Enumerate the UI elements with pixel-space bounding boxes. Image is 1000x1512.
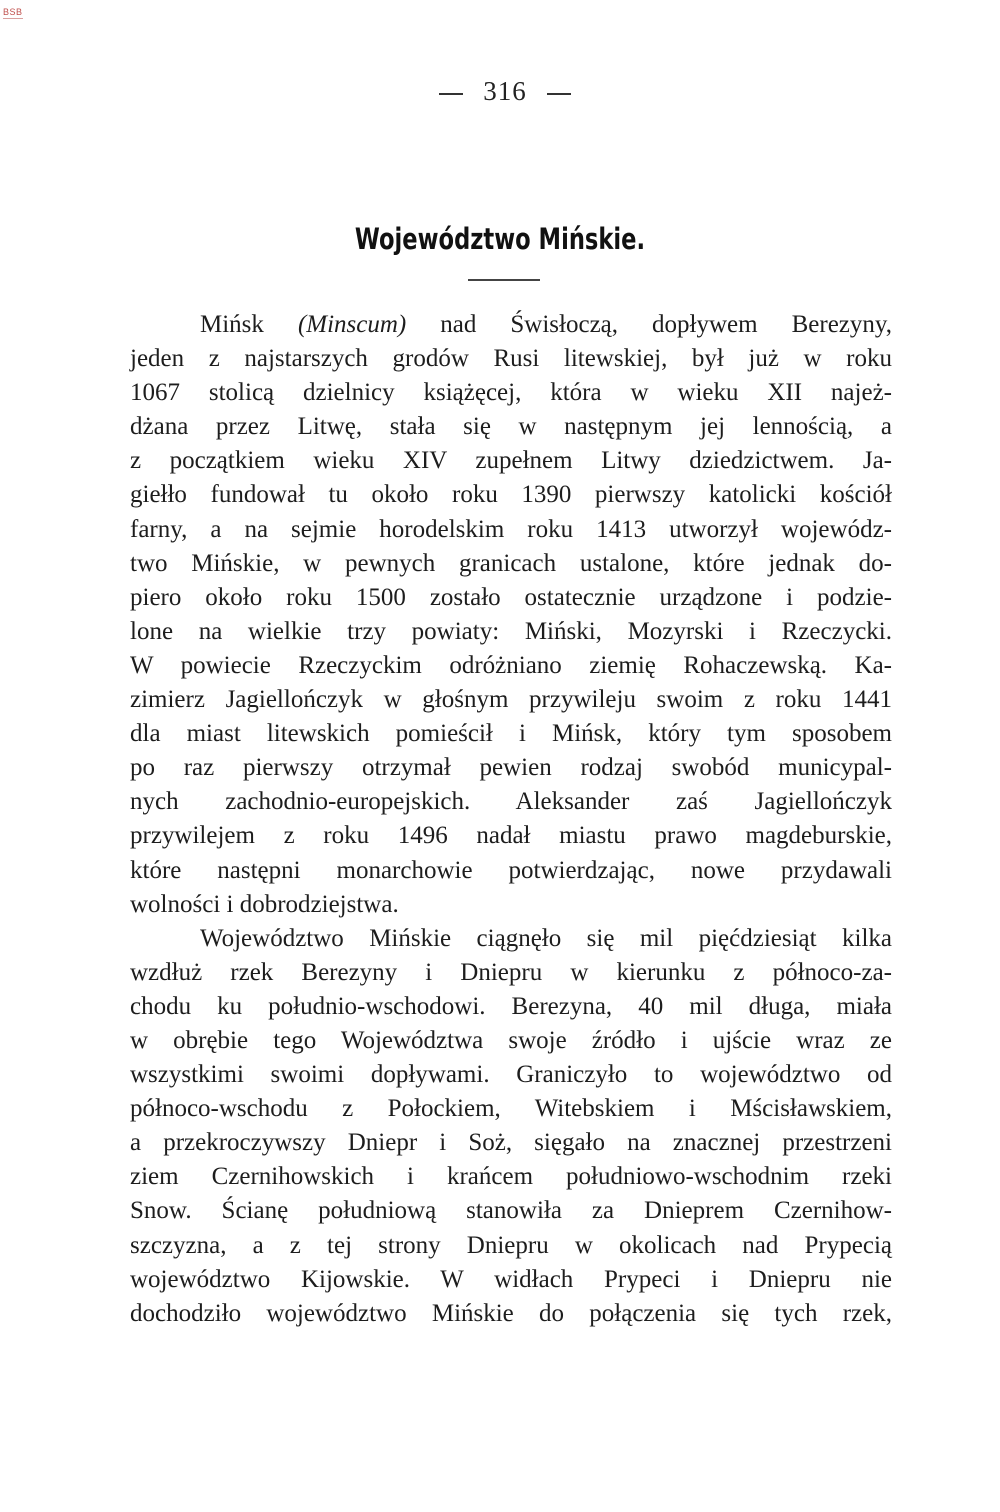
latin-name: (Minscum) xyxy=(297,311,407,338)
body-text xyxy=(130,308,892,1331)
text-line: które następni monarchowie potwierdzając, nowe przydawali xyxy=(130,856,892,884)
text-line: dochodziło województwo Mińskie do połączenia się tych rzek, xyxy=(130,1299,892,1327)
text-line: dżana przez Litwę, stała się w następnym jej lennością, a xyxy=(130,413,892,441)
text-line: piero około roku 1500 zostało ostatecznie urządzone i podzie- xyxy=(130,583,892,611)
text-line: nych zachodnio-europejskich. Aleksander zaś Jagiellończyk xyxy=(130,788,892,816)
library-stamp: BSB xyxy=(3,7,23,17)
page-number-value: 316 xyxy=(483,76,527,106)
text-line: w obrębie tego Województwa swoje źródło i ujście wraz ze xyxy=(130,1026,892,1054)
title-rule xyxy=(468,279,540,281)
text-line: jeden z najstarszych grodów Rusi litewskiej, był już w roku xyxy=(130,345,892,373)
left-dash xyxy=(439,93,463,95)
text-line: Województwo Mińskie ciągnęło się mil pięćdziesiąt kilka xyxy=(200,924,892,952)
text-line: przywilejem z roku 1496 nadał miastu prawo magdeburskie, xyxy=(130,822,892,850)
text-line: szczyzna, a z tej strony Dniepru w okolicach nad Prypecią xyxy=(130,1231,892,1259)
text-line: wszystkimi swoimi dopływami. Graniczyło to województwo od xyxy=(130,1061,892,1089)
text-line: po raz pierwszy otrzymał pewien rodzaj swobód municypal- xyxy=(130,754,892,782)
text-line: giełło fundował tu około roku 1390 pierwszy katolicki kościół xyxy=(130,481,892,509)
text-line: Mińsk (Minscum) nad Świsłoczą, dopływem Berezyny, xyxy=(200,311,893,338)
text-line: 1067 stolicą dzielnicy książęcej, która w wieku XII najeż- xyxy=(130,379,892,407)
text-line: lone na wielkie trzy powiaty: Miński, Mozyrski i Rzeczycki. xyxy=(130,617,892,645)
text-line: północo-wschodu z Połockiem, Witebskiem i Mścisławskiem, xyxy=(130,1095,892,1123)
text-line: W powiecie Rzeczyckim odróżniano ziemię Rohaczewską. Ka- xyxy=(130,651,892,679)
text-line: chodu ku południo-wschodowi. Berezyna, 40 mil długa, miała xyxy=(130,992,892,1020)
text-line: dla miast litewskich pomieścił i Mińsk, który tym sposobem xyxy=(130,720,892,748)
page-number xyxy=(0,76,1000,107)
text-line: województwo Kijowskie. W widłach Prypeci i Dniepru nie xyxy=(130,1265,892,1293)
section-title: Województwo Mińskie. xyxy=(354,222,646,256)
text-line: wzdłuż rzek Berezyny i Dniepru w kierunku z północo-za- xyxy=(130,958,892,986)
text-line: two Mińskie, w pewnych granicach ustalone, które jednak do- xyxy=(130,549,892,577)
text-line: wolności i dobrodziejstwa. xyxy=(130,890,399,918)
text-line: z początkiem wieku XIV zupełnem Litwy dziedzictwem. Ja- xyxy=(130,447,892,475)
text-line: Snow. Ścianę południową stanowiła za Dnieprem Czernihow- xyxy=(130,1197,892,1225)
paragraph xyxy=(130,308,892,922)
right-dash xyxy=(547,93,571,95)
text-line: a przekroczywszy Dniepr i Soż, sięgało na znacznej przestrzeni xyxy=(130,1129,892,1157)
paragraph xyxy=(130,922,892,1331)
text-line: ziem Czernihowskich i krańcem południowo-wschodnim rzeki xyxy=(130,1163,892,1191)
text-line: zimierz Jagiellończyk w głośnym przywileju swoim z roku 1441 xyxy=(130,686,892,714)
text-line: farny, a na sejmie horodelskim roku 1413 utworzył wojewódz- xyxy=(130,515,892,543)
